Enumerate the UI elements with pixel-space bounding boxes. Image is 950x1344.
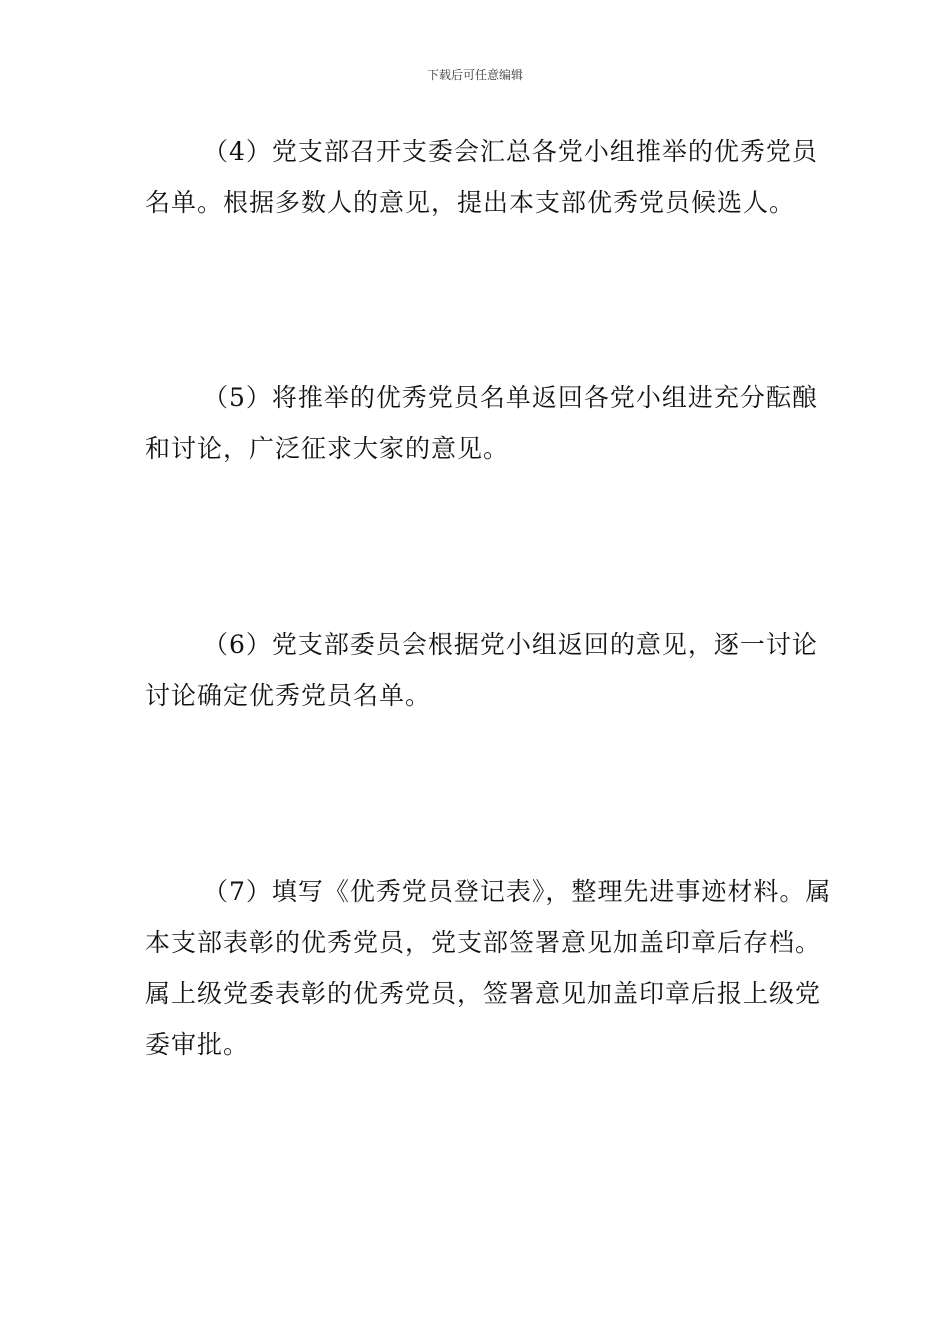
- paragraph-step-7: （7）填写《优秀党员登记表》，整理先进事迹材料。属本支部表彰的优秀党员，党支部签署意见加盖印章后存档。属上级党委表彰的优秀党员，签署意见加盖印章后报上级党委审批。: [145, 877, 832, 1059]
- page-header-note: 下载后可任意编辑: [426, 68, 523, 82]
- paragraph-step-5: （5）将推举的优秀党员名单返回各党小组进充分酝酿和讨论，广泛征求大家的意见。: [145, 383, 818, 463]
- paragraph-step-4: （4）党支部召开支委会汇总各党小组推举的优秀党员名单。根据多数人的意见，提出本支部优秀党员候选人。: [145, 137, 818, 217]
- paragraph-step-6: （6）党支部委员会根据党小组返回的意见，逐一讨论讨论确定优秀党员名单。: [145, 630, 818, 710]
